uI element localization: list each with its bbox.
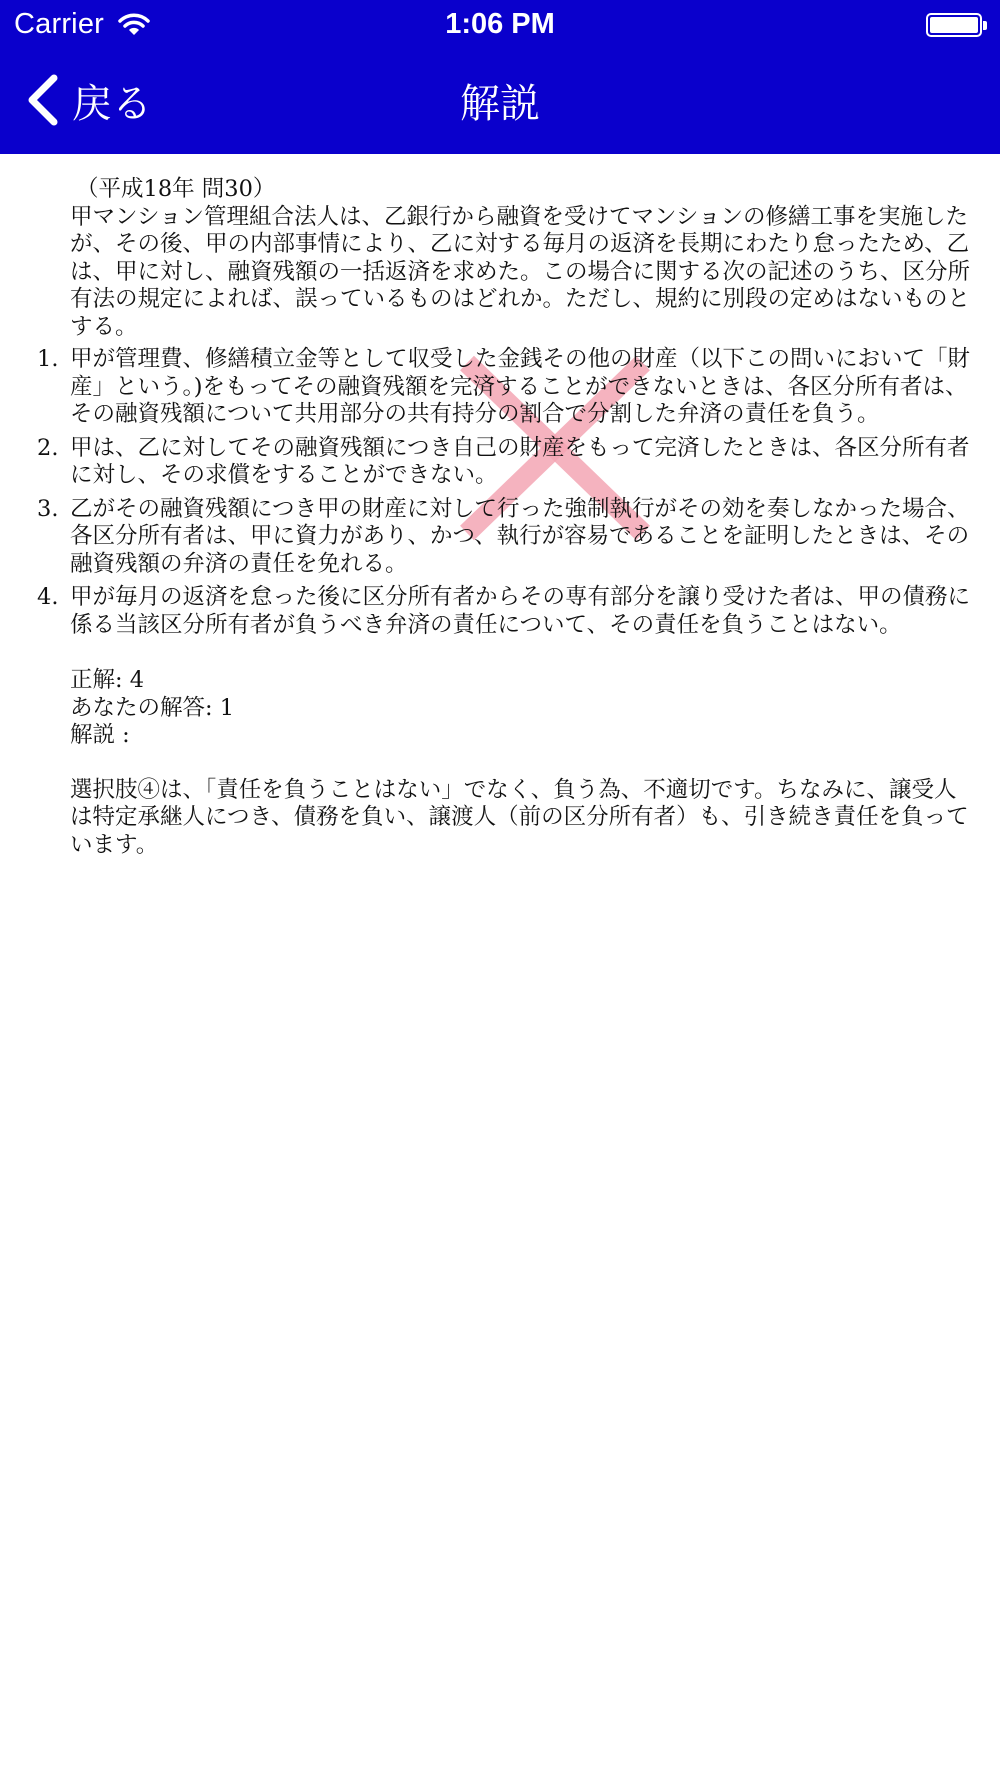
carrier-label: Carrier [14,8,105,40]
status-time: 1:06 PM [445,8,555,40]
correct-answer: 正解: 4 [70,667,145,693]
battery-icon [926,13,982,37]
explanation-text: 選択肢④は、「責任を負うことはない」でなく、負う為、不適切です。ちなみに、譲受人は特定承継人につき、債務を負い、譲渡人（前の区分所有者）も、引き続き責任を負っています。 [70,776,969,858]
choice-item [37,346,971,429]
choice-number: 1. [37,346,59,372]
page-title: 解説 [460,81,540,127]
choice-text: 甲が毎月の返済を怠った後に区分所有者からその専有部分を譲り受けた者は、甲の債務に係る当該区分所有者が負うべき弁済の責任について、その責任を負うことはない。 [70,584,971,638]
answer-block [70,667,970,750]
question-header: （平成18年 問30） [76,176,276,202]
content-area [0,154,1000,1778]
back-button-label: 戻る [72,80,152,127]
choice-list [37,346,971,639]
choice-text: 甲が管理費、修繕積立金等として収受した金銭その他の財産（以下この問いにおいて「財産」という。)をもってその融資残額を完済することができないときは、各区分所有者は、その融資残額について共用部分の共有持分の割合で分割した弁済の責任を負う。 [70,346,971,427]
choice-item [37,495,970,579]
question-block [37,176,971,859]
choice-item [37,434,970,490]
choice-number: 2. [37,434,59,461]
explanation-label: 解説 : [70,722,130,748]
choice-item [37,584,971,639]
header [0,0,1000,154]
status-bar [0,0,1000,50]
your-answer: あなたの解答: 1 [70,694,235,721]
nav-bar [0,50,1000,154]
question-body: 甲マンション管理組合法人は、乙銀行から融資を受けてマンションの修繕工事を実施したが、その後、甲の内部事情により、乙に対する毎月の返済を長期にわたり怠ったため、乙は、甲に対し、融資残額の一括返済を求めた。この場合に関する次の記述のうち、区分所有法の規定によれば、誤っているものはどれか。ただし、規約に別段の定めはないものとする。 [70,203,971,340]
choice-text: 甲は、乙に対してその融資残額につき自己の財産をもって完済したときは、各区分所有者に対し、その求償をすることができない。 [70,434,970,488]
choice-number: 3. [37,495,59,522]
choice-text: 乙がその融資残額につき甲の財産に対して行った強制執行がその効を奏しなかった場合、各区分所有者は、甲に資力があり、かつ、執行が容易であることを証明したときは、その融資残額の弁済の責任を免れる。 [70,495,970,577]
choice-number: 4. [37,584,59,610]
